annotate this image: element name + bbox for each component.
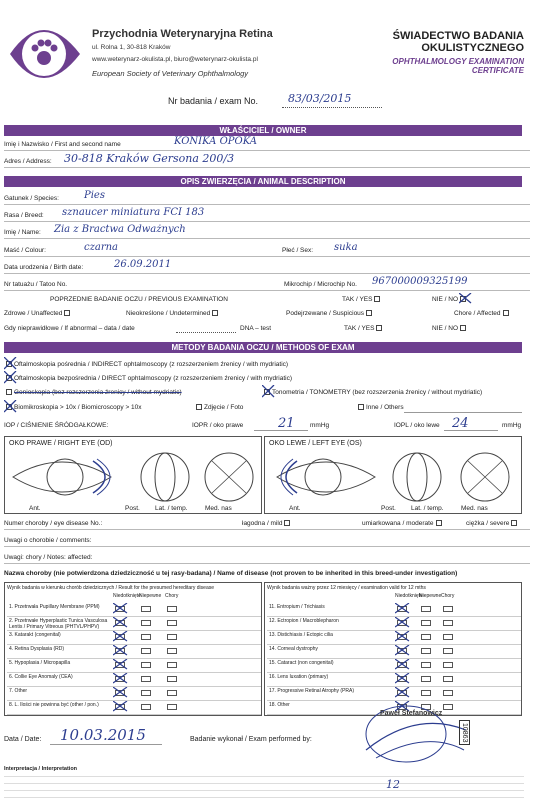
method-direct[interactable] (4, 375, 292, 382)
col-affected-left: Chory (165, 593, 179, 599)
results-left-header: Wynik badania w kierunku chorób dziedzicznych / Result for the presumed hereditary disease (7, 585, 215, 591)
dna-yes-checkbox[interactable] (376, 325, 382, 331)
disease-mild[interactable] (242, 518, 292, 530)
method-others[interactable] (356, 404, 404, 411)
left-eye-diagram (267, 451, 521, 503)
col-affected-right: Chory (441, 593, 455, 599)
right-eye-med: Med. nas (205, 505, 232, 512)
right-eye-lat: Lat. / temp. (155, 505, 188, 512)
method-tonometry-label: Tonometria / TONOMETRY (bez rozszerzenia źrenicy / without mydriatic) (272, 389, 483, 396)
disease-name-line: Nazwa choroby (nie potwierdzona dziedziczność u tej rasy-badana) / Name of disease (not proven to be inherited in this breed-under investigation) (4, 570, 458, 577)
left-result-checkbox-unaffected[interactable] (115, 648, 125, 654)
left-result-checkbox-affected[interactable] (167, 676, 177, 682)
left-result-label: 7. Other (9, 688, 28, 694)
species-value: Pies (84, 190, 105, 201)
color-value: czarna (84, 242, 119, 253)
right-result-checkbox-affected[interactable] (443, 648, 453, 654)
owner-address-value: 30-818 Kraków Gersona 200/3 (64, 152, 235, 165)
method-others-label: Inne / Others (366, 404, 404, 411)
right-result-checkbox-unaffected[interactable] (397, 634, 407, 640)
previous-no-label: NIE / NO (432, 296, 459, 303)
animal-name-label: Imię / Name: (4, 229, 41, 236)
right-result-row (267, 617, 521, 630)
right-eye-post: Post. (125, 505, 140, 512)
animal-header: OPIS ZWIERZĘCIA / ANIMAL DESCRIPTION (4, 176, 522, 187)
clinic-name: Przychodnia Weterynaryjna Retina (92, 28, 273, 40)
performed-by-label: Badanie wykonał / Exam performed by: (190, 736, 312, 743)
left-eye-box (264, 436, 522, 514)
method-biomicroscopy-label: Biomikroskopia > 10x / Biomicroscopy > 10x (14, 404, 142, 411)
right-result-checkbox-unaffected[interactable] (397, 620, 407, 626)
right-result-row (267, 631, 521, 644)
comments-label: Uwagi o chorobie / comments: (4, 537, 92, 544)
status-suspicious[interactable] (286, 310, 374, 317)
right-result-row (267, 645, 521, 658)
previous-yes-label: TAK / YES (342, 296, 373, 303)
left-result-checkbox-suspicious[interactable] (141, 704, 151, 710)
iop-right-value: 21 (278, 416, 295, 431)
status-unaffected-label: Zdrowe / Unaffected (4, 310, 63, 317)
left-result-checkbox-affected[interactable] (167, 620, 177, 626)
right-eye-box (4, 436, 262, 514)
status-unaffected[interactable] (4, 310, 72, 317)
results-right-header: Wynik badania ważny przez 12 miesięcy / examination valid for 12 mths (267, 585, 426, 591)
dna-no-checkbox[interactable] (460, 325, 466, 331)
dna-no[interactable] (432, 325, 468, 332)
left-result-label: 4. Retina Dysplasia (RD) (9, 646, 65, 652)
right-result-checkbox-affected[interactable] (443, 620, 453, 626)
owner-address-row (4, 152, 530, 168)
status-affected-label: Chore / Affected (454, 310, 501, 317)
date-label: Data / Date: (4, 736, 42, 743)
method-direct-checkbox[interactable] (6, 375, 12, 381)
title-pl-2: OKULISTYCZNEGO (421, 42, 524, 54)
method-tonometry-checkbox[interactable] (264, 389, 270, 395)
disease-severe-checkbox[interactable] (511, 520, 517, 526)
clinic-web: www.weterynarz-okulista.pl, biuro@weterynarz-okulista.pl (92, 56, 258, 63)
right-result-checkbox-unaffected[interactable] (397, 662, 407, 668)
color-label: Maść / Colour: (4, 247, 46, 254)
sex-value: suka (334, 242, 358, 253)
disease-moderate[interactable] (362, 518, 444, 530)
previous-exam-label: POPRZEDNIE BADANIE OCZU / PREVIOUS EXAMINATION (50, 296, 228, 303)
left-eye-lat: Lat. / temp. (411, 505, 444, 512)
owner-header: WŁAŚCICIEL / OWNER (4, 125, 522, 136)
left-result-label: 5. Hypoplasia / Micropapilla (9, 660, 71, 666)
left-result-checkbox-suspicious[interactable] (141, 606, 151, 612)
status-unaffected-checkbox[interactable] (64, 310, 70, 316)
method-biomicroscopy[interactable] (4, 404, 142, 411)
left-result-checkbox-unaffected[interactable] (115, 690, 125, 696)
disease-severe[interactable] (466, 518, 519, 530)
color-sex-row (4, 242, 530, 257)
disease-mild-checkbox[interactable] (284, 520, 290, 526)
left-result-row (7, 603, 261, 616)
dna-no-label: NIE / NO (432, 325, 459, 332)
right-result-label: 13. Distichiasis / Ectopic cilia (269, 632, 333, 638)
dna-label: DNA – test (240, 325, 272, 332)
status-affected-checkbox[interactable] (503, 310, 509, 316)
date-value: 10.03.2015 (60, 726, 146, 744)
method-direct-label: Oftalmoskopia bezpośrednia / DIRECT ophtalmoscopy (z rozszerzeniem źrenicy / with mydriatic) (14, 375, 293, 382)
stamp-code: 10863 (459, 720, 470, 745)
previous-exam-row (4, 295, 522, 307)
iop-row (4, 416, 522, 434)
left-result-divider (7, 714, 261, 715)
method-others-checkbox[interactable] (358, 404, 364, 410)
results-left-table (4, 582, 262, 716)
disease-number-label: Numer choroby / eye disease No.: (4, 520, 103, 527)
previous-yes[interactable] (342, 296, 382, 303)
method-others-line (404, 412, 522, 413)
left-result-label: 1. Przetrwała Pupillary Membrane (PPM) (9, 604, 100, 610)
left-result-checkbox-suspicious[interactable] (141, 690, 151, 696)
disease-moderate-label: umiarkowana / moderate (362, 520, 434, 527)
left-result-checkbox-unaffected[interactable] (115, 620, 125, 626)
methods-header: METODY BADANIA OCZU / METHODS OF EXAM (4, 342, 522, 353)
animal-name-row (4, 224, 530, 239)
left-result-checkbox-suspicious[interactable] (141, 662, 151, 668)
left-eye-ant: Ant. (289, 505, 301, 512)
iop-right-unit: mmHg (310, 422, 330, 429)
right-result-checkbox-suspicious[interactable] (421, 690, 431, 696)
left-result-row (7, 659, 261, 672)
title-en-2: CERTIFICATE (471, 66, 524, 75)
right-result-checkbox-suspicious[interactable] (421, 648, 431, 654)
results-right-table (264, 582, 522, 716)
interpretation-line-1 (4, 776, 524, 777)
right-result-checkbox-affected[interactable] (443, 634, 453, 640)
breed-label: Rasa / Breed: (4, 212, 44, 219)
breed-row (4, 207, 530, 222)
right-result-label: 16. Lens luxation (primary) (269, 674, 329, 680)
method-gonioscopy-checkbox[interactable] (6, 389, 12, 395)
dob-row (4, 259, 530, 274)
right-eye-ant: Ant. (29, 505, 41, 512)
iop-left-line (444, 430, 498, 431)
status-affected[interactable] (454, 310, 511, 317)
right-result-label: 14. Corneal dystrophy (269, 646, 318, 652)
interpretation-line-4 (4, 797, 524, 798)
left-result-checkbox-suspicious[interactable] (141, 634, 151, 640)
method-indirect[interactable] (4, 361, 288, 368)
right-result-checkbox-affected[interactable] (443, 690, 453, 696)
left-result-row (7, 673, 261, 686)
sex-label: Płeć / Sex: (282, 247, 314, 254)
species-label: Gatunek / Species: (4, 195, 59, 202)
left-result-checkbox-suspicious[interactable] (141, 620, 151, 626)
method-biomicroscopy-checkbox[interactable] (6, 404, 12, 410)
validity-value: 12 (386, 778, 400, 791)
abnormal-date-line (176, 332, 236, 333)
exam-number-line (282, 107, 382, 108)
clinic-society: European Society of Veterinary Ophthalmology (92, 69, 249, 78)
clinic-address: ul. Rolna 1, 30-818 Kraków (92, 44, 171, 51)
interpretation-line-2 (4, 783, 524, 784)
right-result-row (267, 659, 521, 672)
dob-value: 26.09.2011 (114, 259, 172, 270)
right-result-checkbox-unaffected[interactable] (397, 690, 407, 696)
method-gonioscopy[interactable] (4, 389, 182, 396)
notes-row (4, 552, 530, 564)
disease-mild-label: łagodna / mild (242, 520, 283, 527)
left-result-checkbox-affected[interactable] (167, 704, 177, 710)
status-undetermined-checkbox[interactable] (212, 310, 218, 316)
abnormal-label: Gdy nieprawidłowe / If abnormal – data / date (4, 325, 135, 332)
doctor-stamp (356, 700, 474, 764)
interpretation-line-3 (4, 790, 524, 791)
left-result-label: 2. Przetrwałe Hyperplastic Tunica Vasculosa Lentis / Primary Vitreous (PHTVL/PHPV) (9, 618, 108, 630)
col-unaffected-left: Niedotknięte (113, 593, 141, 599)
method-gonioscopy-label: Gonioskopia (bez rozszerzenia źrenicy / without mydriatic) (14, 389, 182, 396)
left-result-row (7, 687, 261, 700)
left-result-label: 3. Katarakt (congenital) (9, 632, 61, 638)
breed-value: sznaucer miniatura FCI 183 (62, 207, 205, 218)
microchip-label: Mikrochip / Microchip No. (284, 281, 357, 288)
method-photo-checkbox[interactable] (196, 404, 202, 410)
col-unaffected-right: Niedotknięte (395, 593, 423, 599)
date-line (50, 744, 162, 745)
owner-name-value: KONIKA OPOKA (174, 136, 257, 147)
left-result-checkbox-unaffected[interactable] (115, 676, 125, 682)
left-result-checkbox-affected[interactable] (167, 648, 177, 654)
stamp-name: Paweł Stefanowicz (380, 710, 443, 717)
previous-no[interactable] (432, 296, 468, 303)
clinic-logo (4, 14, 82, 92)
exam-number-value: 83/03/2015 (288, 92, 352, 105)
iop-left-label: IOPL / oko lewe (394, 422, 440, 429)
microchip-value: 967000009325199 (372, 276, 468, 287)
title-en-1: OPHTHALMOLOGY EXAMINATION (392, 57, 524, 66)
status-undetermined-label: Nieokreślone / Undetermined (126, 310, 211, 317)
previous-yes-checkbox[interactable] (374, 296, 380, 302)
col-suspicious-right: Niepewne (419, 593, 442, 599)
left-result-row (7, 617, 261, 630)
method-indirect-label: Oftalmoskopia pośrednia / INDIRECT ophtalmoscopy (z rozszerzeniem źrenicy / with mydriatic) (14, 361, 289, 368)
left-result-checkbox-suspicious[interactable] (141, 676, 151, 682)
left-result-checkbox-unaffected[interactable] (115, 662, 125, 668)
right-eye-diagram (7, 451, 261, 503)
status-undetermined[interactable] (126, 310, 220, 317)
right-result-checkbox-unaffected[interactable] (397, 676, 407, 682)
right-result-row (267, 687, 521, 700)
iop-left-unit: mmHg (502, 422, 522, 429)
dna-yes[interactable] (344, 325, 384, 332)
right-result-label: 11. Entropium / Trichiasis (269, 604, 325, 610)
interpretation-label: Interpretacja / Interpretation (4, 766, 78, 772)
left-result-checkbox-affected[interactable] (167, 690, 177, 696)
right-result-row (267, 673, 521, 686)
right-result-label: 15. Cataract (non congenital) (269, 660, 334, 666)
method-indirect-checkbox[interactable] (6, 361, 12, 367)
right-result-label: 17. Progressive Retinal Atrophy (PRA) (269, 688, 355, 694)
right-result-label: 12. Ectropion / Macroblepharon (269, 618, 339, 624)
left-result-checkbox-affected[interactable] (167, 634, 177, 640)
abnormal-row (4, 324, 522, 336)
left-result-row (7, 701, 261, 714)
tattoo-chip-row (4, 276, 530, 291)
species-row (4, 190, 530, 205)
animal-name-value: Zia z Bractwa Odważnych (54, 224, 186, 235)
right-result-checkbox-suspicious[interactable] (421, 676, 431, 682)
disease-moderate-checkbox[interactable] (436, 520, 442, 526)
previous-status-row (4, 309, 522, 321)
status-suspicious-label: Podejrzewane / Suspicious (286, 310, 365, 317)
left-result-label: 6. Collie Eye Anomaly (CEA) (9, 674, 73, 680)
owner-name-label: Imię i Nazwisko / First and second name (4, 141, 121, 148)
right-result-checkbox-suspicious[interactable] (421, 606, 431, 612)
left-eye-label: OKO LEWE / LEFT EYE (OS) (269, 440, 362, 447)
col-suspicious-left: Niepewne (139, 593, 162, 599)
interpretation-lines (4, 772, 524, 798)
right-result-checkbox-affected[interactable] (443, 676, 453, 682)
title-pl-1: ŚWIADECTWO BADANIA (392, 30, 524, 42)
method-photo-label: Zdjęcie / Foto (204, 404, 244, 411)
iop-label: IOP / CIŚNIENIE ŚRÓDGAŁKOWE: (4, 422, 109, 429)
disease-severe-label: ciężka / severe (466, 520, 510, 527)
right-eye-label: OKO PRAWE / RIGHT EYE (OD) (9, 440, 113, 447)
right-result-checkbox-suspicious[interactable] (421, 634, 431, 640)
method-photo[interactable] (194, 404, 243, 411)
notes-label: Uwagi: chory / Notes: affected: (4, 554, 93, 561)
tattoo-label: Nr tatuażu / Tatoo No. (4, 281, 68, 288)
previous-no-checkbox[interactable] (460, 296, 466, 302)
disease-number-row (4, 518, 530, 530)
left-result-checkbox-unaffected[interactable] (115, 704, 125, 710)
right-result-checkbox-affected[interactable] (443, 606, 453, 612)
left-eye-med: Med. nas (461, 505, 488, 512)
right-result-checkbox-unaffected[interactable] (397, 648, 407, 654)
left-result-label: 8. L. Ilości nie powinna być (other / pon.) (9, 702, 99, 708)
left-result-checkbox-affected[interactable] (167, 662, 177, 668)
left-result-checkbox-unaffected[interactable] (115, 634, 125, 640)
method-tonometry[interactable] (262, 389, 482, 396)
left-result-row (7, 645, 261, 658)
right-result-checkbox-suspicious[interactable] (421, 662, 431, 668)
dob-label: Data urodzenia / Birth date: (4, 264, 84, 271)
left-result-row (7, 631, 261, 644)
left-result-checkbox-unaffected[interactable] (115, 606, 125, 612)
owner-name-row (4, 136, 530, 151)
right-result-label: 18. Other (269, 702, 290, 708)
right-result-checkbox-affected[interactable] (443, 662, 453, 668)
iop-right-label: IOPR / oko prawe (192, 422, 244, 429)
dna-yes-label: TAK / YES (344, 325, 375, 332)
left-eye-post: Post. (381, 505, 396, 512)
right-result-checkbox-suspicious[interactable] (421, 620, 431, 626)
certificate-title (354, 30, 524, 75)
comments-row (4, 535, 530, 547)
exam-number-label: Nr badania / exam No. (168, 96, 259, 106)
left-result-checkbox-affected[interactable] (167, 606, 177, 612)
left-result-checkbox-suspicious[interactable] (141, 648, 151, 654)
status-suspicious-checkbox[interactable] (366, 310, 372, 316)
owner-address-label: Adres / Address: (4, 158, 52, 165)
right-result-row (267, 603, 521, 616)
right-result-checkbox-unaffected[interactable] (397, 606, 407, 612)
iop-right-line (254, 430, 308, 431)
iop-left-value: 24 (452, 416, 469, 431)
